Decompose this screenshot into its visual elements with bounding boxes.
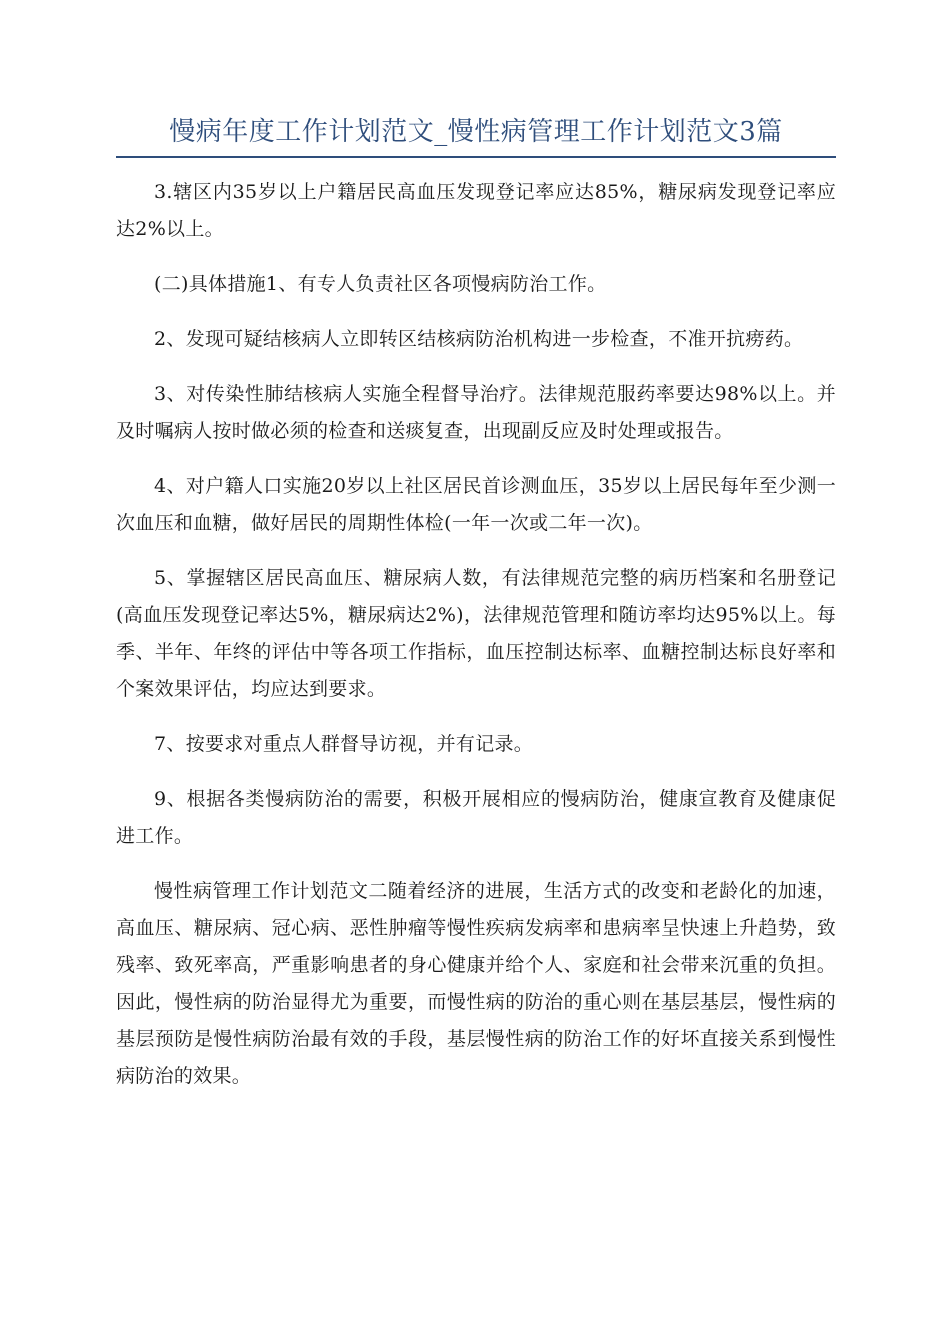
paragraph-5: 4、对户籍人口实施20岁以上社区居民首诊测血压，35岁以上居民每年至少测一次血压和血糖，做好居民的周期性体检(一年一次或二年一次)。 <box>116 475 836 534</box>
paragraph-8: 9、根据各类慢病防治的需要，积极开展相应的慢病防治，健康宣教育及健康促进工作。 <box>116 788 836 847</box>
paragraph-6: 5、掌握辖区居民高血压、糖尿病人数，有法律规范完整的病历档案和名册登记(高血压发现登记率达5%，糖尿病达2%)，法律规范管理和随访率均达95%以上。每季、半年、年终的评估中等各项工作指标，血压控制达标率、血糖控制达标良好率和个案效果评估，均应达到要求。 <box>116 567 836 700</box>
paragraph-4: 3、对传染性肺结核病人实施全程督导治疗。法律规范服药率要达98%以上。并及时嘱病人按时做必须的检查和送痰复查，出现副反应及时处理或报告。 <box>116 383 836 442</box>
title-block <box>116 112 836 158</box>
paragraph-2: (二)具体措施1、有专人负责社区各项慢病防治工作。 <box>154 273 607 295</box>
paragraph-7: 7、按要求对重点人群督导访视，并有记录。 <box>154 733 534 755</box>
paragraph-1: 3.辖区内35岁以上户籍居民高血压发现登记率应达85%，糖尿病发现登记率应达2%以上。 <box>116 181 836 240</box>
paragraph-3: 2、发现可疑结核病人立即转区结核病防治机构进一步检查，不准开抗痨药。 <box>154 328 804 350</box>
document-body <box>116 174 836 1113</box>
paragraph-9: 慢性病管理工作计划范文二随着经济的进展，生活方式的改变和老龄化的加速，高血压、糖尿病、冠心病、恶性肿瘤等慢性疾病发病率和患病率呈快速上升趋势，致残率、致死率高，严重影响患者的身心健康并给个人、家庭和社会带来沉重的负担。因此，慢性病的防治显得尤为重要，而慢性病的防治的重心则在基层基层，慢性病的基层预防是慢性病防治最有效的手段，基层慢性病的防治工作的好坏直接关系到慢性病防治的效果。 <box>116 880 836 1087</box>
page-title: 慢病年度工作计划范文_慢性病管理工作计划范文3篇 <box>169 117 783 147</box>
